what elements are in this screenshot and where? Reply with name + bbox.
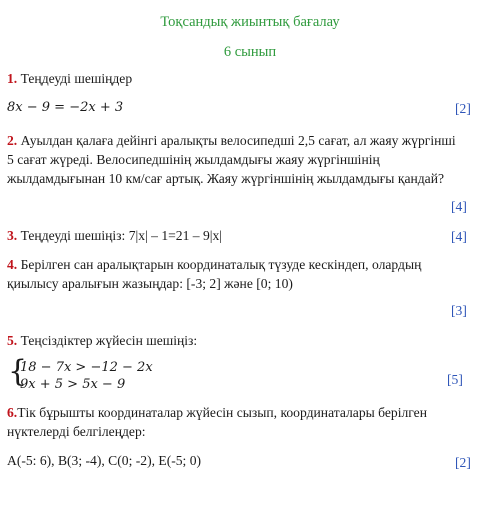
- question-3-label: Теңдеуді шешіңіз: 7|x| – 1=21 – 9|x|: [20, 228, 223, 243]
- question-6-line-2: нүктелерді белгілеңдер:: [7, 424, 146, 439]
- question-2-line-1: [7, 133, 456, 149]
- question-2-line-3: жылдамдығынан 10 км/сағ артық. Жаяу жүргіншінің жылдамдығы қандай?: [7, 171, 445, 186]
- question-2-score: [4]: [451, 199, 467, 214]
- question-5-number: 5.: [7, 333, 18, 348]
- question-3-number: 3.: [7, 228, 18, 243]
- system-brace: {: [8, 354, 28, 389]
- question-1-text: [7, 71, 132, 87]
- question-5-label: Теңсіздіктер жүйесін шешіңіз:: [20, 333, 198, 348]
- question-5-score: [5]: [447, 372, 463, 387]
- inequality-1: 18 − 7x > −12 − 2x: [20, 360, 153, 375]
- question-1-number: 1.: [7, 71, 18, 86]
- question-1-score: [2]: [455, 101, 471, 116]
- question-4-text-1: Берілген сан аралықтарын координаталық түзуде кескіндеп, олардың: [20, 257, 422, 272]
- question-6-number: 6.: [7, 405, 18, 420]
- question-3-score: [4]: [451, 229, 467, 244]
- inequality-2: 9x + 5 > 5x − 9: [20, 377, 126, 392]
- question-2-text-1: Ауылдан қалаға дейінгі аралықты велосипедші 2,5 сағат, ал жаяу жүргінші: [20, 133, 456, 148]
- question-6-points: A(-5: 6), B(3; -4), C(0; -2), E(-5; 0): [7, 453, 202, 468]
- question-4-line-2: қиылысу аралығын жазыңдар: [-3; 2] және [0; 10): [7, 276, 293, 291]
- question-6-line-1: [7, 405, 427, 421]
- question-1-label: Теңдеуді шешіңдер: [20, 71, 133, 86]
- grade-label: 6 сынып: [223, 44, 277, 60]
- question-2-line-2: 5 сағат жүреді. Велосипедшінің жылдамдығы жаяу жүргіншінің: [7, 152, 380, 167]
- question-5-text: [7, 333, 197, 349]
- question-2-number: 2.: [7, 133, 18, 148]
- question-6-text-1: Тік бұрышты координаталар жүйесін сызып, координаталары берілген: [17, 405, 427, 420]
- question-3-text: [7, 228, 222, 244]
- question-1-equation: 8x − 9 = −2x + 3: [7, 100, 124, 115]
- question-4-number: 4.: [7, 257, 18, 272]
- question-4-score: [3]: [451, 303, 467, 318]
- question-4-line-1: [7, 257, 421, 273]
- page-title: Тоқсандық жиынтық бағалау: [160, 14, 340, 30]
- question-6-score: [2]: [455, 455, 471, 470]
